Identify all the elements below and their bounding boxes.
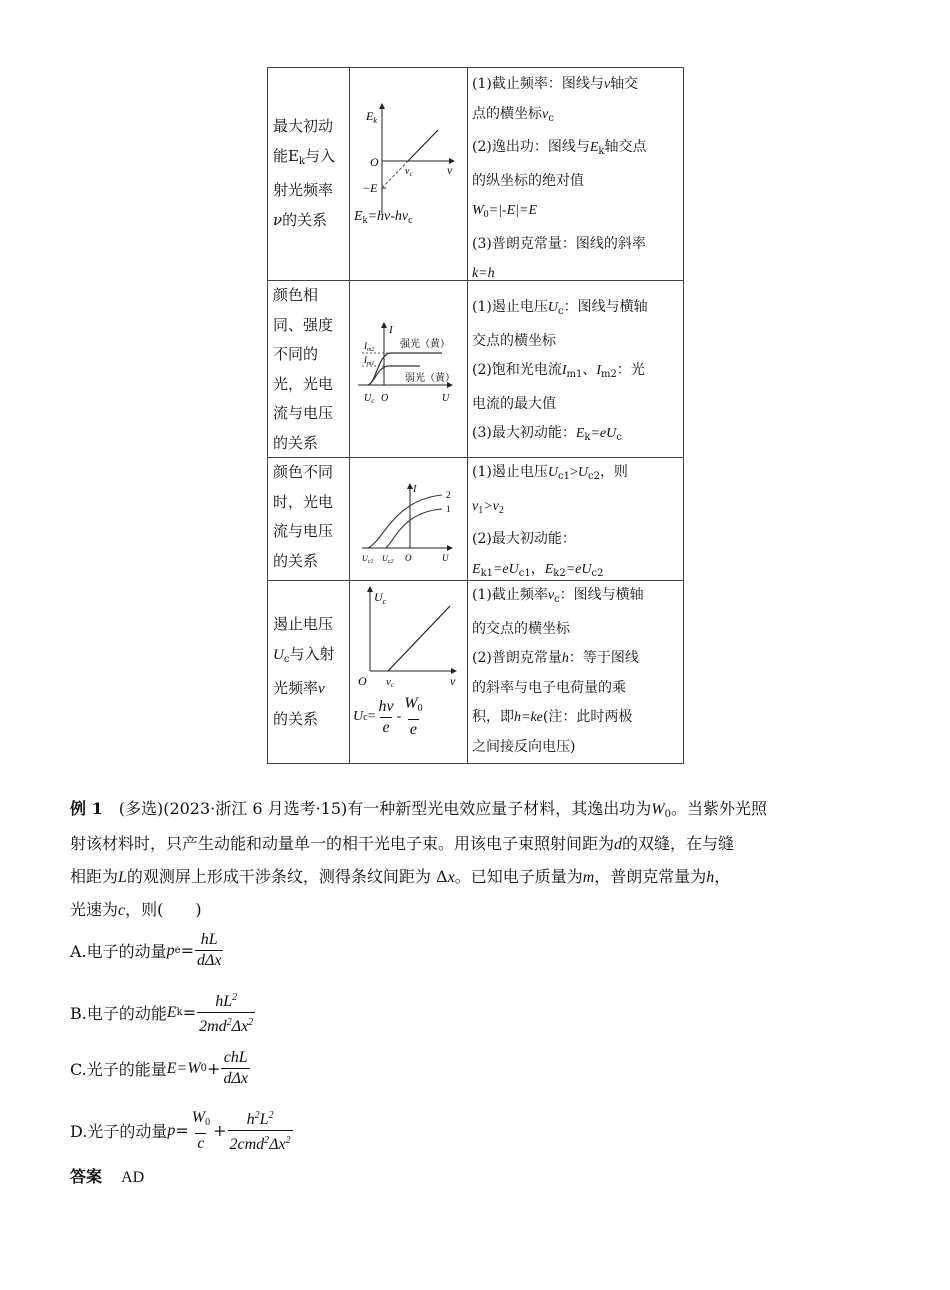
desc-line: 点的横坐标$\nu_c$ bbox=[472, 105, 554, 124]
i-u-graph-diff-color bbox=[350, 478, 466, 578]
row-graph-cell bbox=[350, 68, 468, 280]
uc-nu-graph bbox=[350, 581, 466, 691]
table-row bbox=[268, 581, 683, 763]
row-desc-cell bbox=[468, 458, 683, 580]
svg-text:−E: −E bbox=[362, 181, 378, 195]
row-desc-cell bbox=[468, 581, 683, 763]
desc-line: 交点的横坐标 bbox=[472, 332, 556, 349]
example-line: 例 1 (多选)(2023·浙江 6 月选考·15)有一种新型光电效应量子材料，其逸出功为$W_0$。当紫外光照 bbox=[70, 799, 768, 820]
desc-line: 之间接反向电压) bbox=[472, 738, 576, 755]
option-d: D.光子的动量 p = $\frac{W_0}{c}$ + $\frac{h^2L^2}{2cmd^2\Delta x^2}$ bbox=[70, 1108, 291, 1153]
desc-line: k=h bbox=[472, 266, 495, 281]
svg-text:ν: ν bbox=[450, 674, 456, 688]
svg-text:Uc: $U_c$ bbox=[364, 393, 375, 405]
desc-line: (1)截止频率：图线与ν轴交 bbox=[472, 76, 639, 92]
svg-text:O: O bbox=[358, 674, 367, 688]
desc-line: (1)截止频率$\nu_c$：图线与横轴 bbox=[472, 587, 644, 605]
uc-formula: U c = $\frac{h\nu}{e}$ - $\frac{W_0}{e}$ bbox=[353, 695, 423, 738]
desc-line: (2)逸出功：图线与$E_k$轴交点 bbox=[472, 139, 647, 157]
svg-text:强光（黄）: 强光（黄） bbox=[400, 339, 450, 350]
option-b: B.电子的动能 E k = $\frac{hL^2}{2md^2\Delta x^2}$ bbox=[70, 992, 254, 1035]
svg-text:U: U bbox=[442, 553, 449, 563]
answer-value: AD bbox=[121, 1169, 145, 1186]
desc-line: $\nu_1>\nu_2$ bbox=[472, 498, 504, 516]
desc-line: 的交点的横坐标 bbox=[472, 620, 570, 637]
desc-line: (3)最大初动能：$E_k=eU_c$ bbox=[472, 425, 622, 443]
svg-text:Uc: $U_c$ bbox=[374, 590, 387, 606]
svg-text:2: 2 bbox=[446, 490, 451, 500]
row-graph-cell bbox=[350, 458, 468, 580]
svg-text:U: U bbox=[442, 393, 450, 404]
svg-text:Uc2: $U_{c2}$ bbox=[382, 554, 394, 565]
desc-line: 的斜率与电子电荷量的乘 bbox=[472, 679, 626, 696]
svg-text:νc: $\nu_c$ bbox=[405, 166, 413, 178]
answer-line bbox=[70, 1162, 144, 1193]
option-c: C.光子的能量 E =W 0 + $\frac{\text{chL}}{\text{dΔx}}$ bbox=[70, 1049, 248, 1087]
row-label: 遏止电压 $U_c$与入射 光频率ν 的关系 bbox=[273, 615, 335, 728]
svg-text:1: 1 bbox=[446, 504, 451, 514]
svg-text:O: O bbox=[381, 393, 389, 404]
row-label: 颜色相 同、强度 不同的 光，光电 流与电压 的关系 bbox=[273, 286, 334, 452]
table-row bbox=[268, 68, 683, 281]
table-row bbox=[268, 458, 683, 581]
svg-text:Ek: $E_k$ bbox=[366, 109, 377, 125]
example-line: 相距为L的观测屏上形成干涉条纹，测得条纹间距为 Δx。已知电子质量为m，普朗克常量为h， bbox=[70, 867, 731, 886]
row-desc-cell bbox=[468, 281, 683, 457]
row-desc-cell bbox=[468, 68, 683, 280]
desc-line: $E_{k1}=eU_{c1}$，$E_{k2}=eU_{c2}$ bbox=[472, 560, 604, 579]
row-label: 最大初动 能$E_k$与入 射光频率 ν的关系 bbox=[273, 117, 336, 229]
svg-text:弱光（黄）: 弱光（黄） bbox=[405, 373, 455, 384]
desc-line: (3)普朗克常量：图线的斜率 bbox=[472, 235, 646, 252]
svg-text:O: O bbox=[370, 155, 379, 169]
svg-text:I: I bbox=[389, 324, 393, 336]
desc-line: (1)遏止电压$U_{c1}>U_{c2}$，则 bbox=[472, 464, 628, 482]
svg-text:νc: νc bbox=[386, 676, 394, 689]
row-label: 颜色不同 时，光电 流与电压 的关系 bbox=[273, 463, 334, 570]
row-label-cell bbox=[268, 581, 350, 763]
row-graph-cell bbox=[350, 281, 468, 457]
table-row bbox=[268, 281, 683, 458]
row-label-cell bbox=[268, 458, 350, 580]
svg-text:Im1: $I_{m1}$ bbox=[364, 355, 375, 367]
svg-text:ν: ν bbox=[447, 163, 453, 177]
example-line: 射该材料时，只产生动能和动量单一的相干光电子束。用该电子束照射间距为d的双缝，在与缝 bbox=[70, 834, 735, 853]
svg-text:Uc1: $U_{c1}$ bbox=[362, 554, 374, 565]
row-label-cell bbox=[268, 68, 350, 280]
i-u-graph-same-color bbox=[350, 311, 466, 441]
desc-line: 积，即h=ke(注：此时两极 bbox=[472, 709, 633, 725]
option-a: A.电子的动量 p e = $\frac{hL}{\text{dΔx}}$ bbox=[70, 931, 222, 969]
desc-line: 电流的最大值 bbox=[472, 395, 556, 412]
svg-text:Im2: $I_{m2}$ bbox=[364, 341, 375, 353]
relations-table bbox=[267, 67, 684, 764]
svg-text:I: I bbox=[413, 484, 417, 495]
desc-line: $W_0=|-E|=E$ bbox=[472, 203, 538, 220]
row-label-cell bbox=[268, 281, 350, 457]
example-line: 光速为c，则( ) bbox=[70, 900, 202, 919]
desc-line: (2)最大初动能： bbox=[472, 531, 576, 547]
svg-text:O: O bbox=[405, 553, 412, 563]
desc-line: (2)普朗克常量h：等于图线 bbox=[472, 650, 639, 666]
row-graph-cell bbox=[350, 581, 468, 763]
desc-line: 的纵坐标的绝对值 bbox=[472, 172, 584, 189]
desc-line: (1)遏止电压$U_c$：图线与横轴 bbox=[472, 299, 648, 317]
desc-line: (2)饱和光电流$I_{m1}$、$I_{m2}$：光 bbox=[472, 362, 645, 380]
example-tag: 例 1 bbox=[70, 799, 103, 818]
answer-label: 答案 bbox=[70, 1167, 103, 1186]
ek-formula: $E_k=h\nu-h\nu_c$ bbox=[354, 209, 413, 226]
